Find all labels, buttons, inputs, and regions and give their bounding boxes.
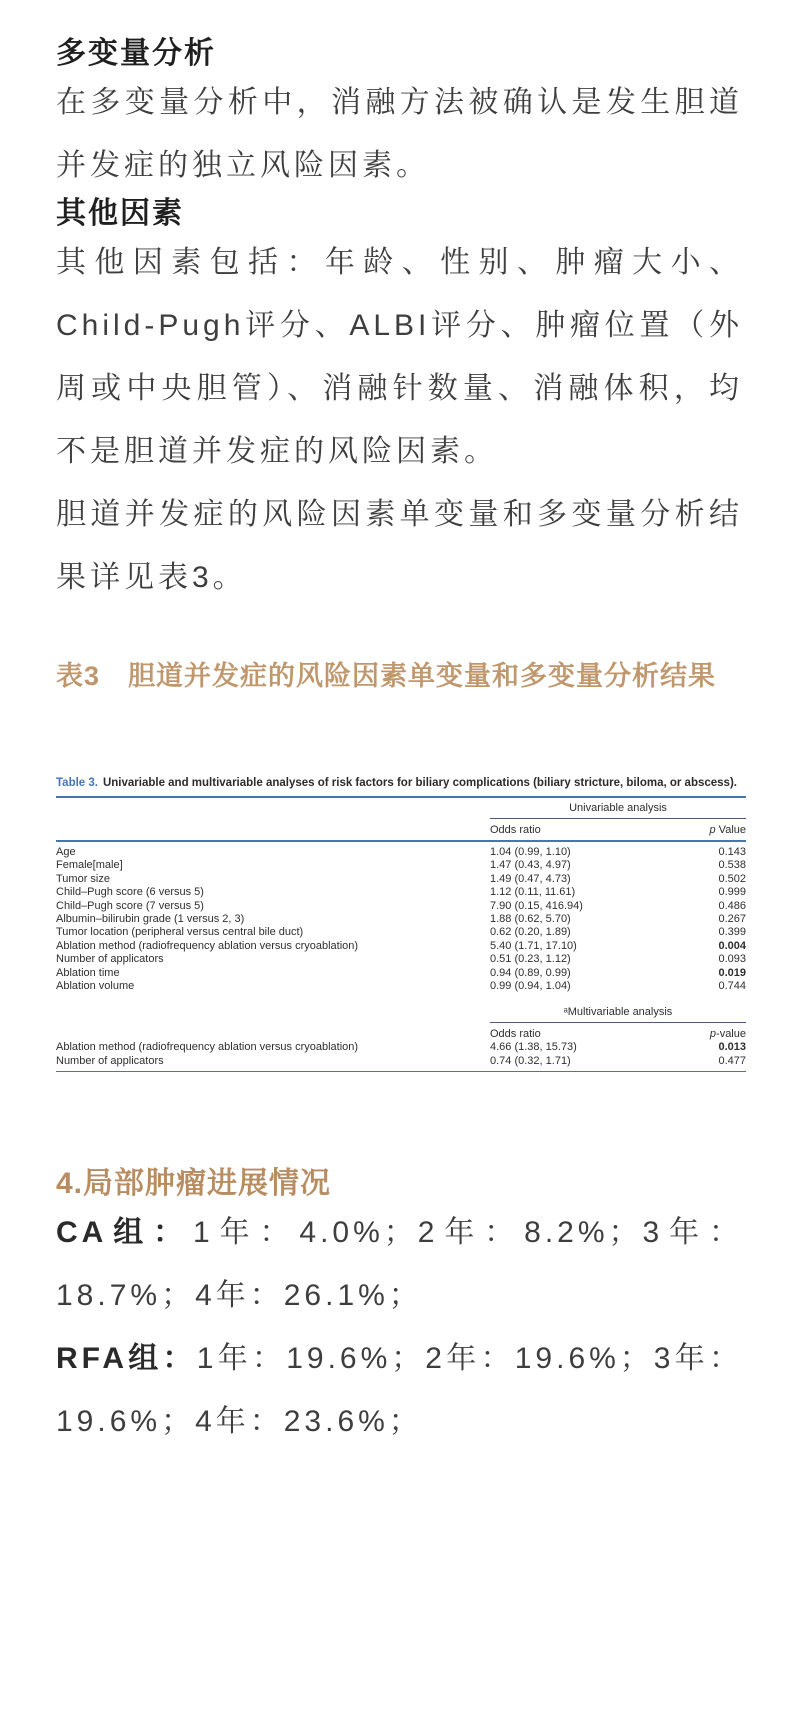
row-p: 0.486 bbox=[718, 899, 746, 912]
row-label: Child–Pugh score (7 versus 5) bbox=[56, 899, 204, 912]
row-odds: 4.66 (1.38, 15.73) bbox=[490, 1041, 577, 1054]
table-rule-bottom bbox=[56, 1071, 746, 1072]
row-p: 0.013 bbox=[718, 1041, 746, 1054]
table-row bbox=[56, 1055, 746, 1068]
row-p: 0.019 bbox=[718, 966, 746, 979]
row-p: 0.477 bbox=[718, 1054, 746, 1067]
row-p: 0.093 bbox=[718, 953, 746, 966]
table-row bbox=[56, 967, 746, 980]
table3-image[interactable] bbox=[56, 776, 746, 1072]
table-rule-header bbox=[56, 840, 746, 842]
row-label: Tumor size bbox=[56, 872, 110, 885]
row-label: Number of applicators bbox=[56, 953, 164, 966]
row-odds: 1.88 (0.62, 5.70) bbox=[490, 913, 571, 926]
p-italic: p bbox=[709, 1028, 717, 1041]
paragraph-table-intro: 胆道并发症的风险因素单变量和多变量分析结果详见表3。 bbox=[56, 498, 743, 594]
odds-ratio-header: Odds ratio bbox=[490, 1028, 541, 1041]
p-value-header bbox=[678, 1027, 746, 1041]
row-odds: 1.49 (0.47, 4.73) bbox=[490, 872, 571, 885]
table-caption-chinese: 表3 胆道并发症的风险因素单变量和多变量分析结果 bbox=[56, 661, 717, 691]
odds-ratio-header: Odds ratio bbox=[490, 824, 541, 836]
row-label: Ablation time bbox=[56, 966, 120, 979]
multivariable-spanner: ᵃMultivariable analysis bbox=[490, 1006, 746, 1023]
row-label: Ablation method (radiofrequency ablation versus cryoablation) bbox=[56, 1041, 359, 1054]
section-gap bbox=[56, 993, 746, 1002]
row-odds: 1.47 (0.43, 4.97) bbox=[490, 859, 571, 872]
row-p: 0.538 bbox=[718, 859, 746, 872]
p-rest: -value bbox=[716, 1028, 746, 1041]
row-p: 0.267 bbox=[718, 913, 746, 926]
row-p: 0.744 bbox=[718, 980, 746, 993]
row-label: Tumor location (peripheral versus central bile duct) bbox=[56, 926, 304, 939]
table3-title-label: Table 3. bbox=[56, 777, 98, 789]
table-row bbox=[56, 940, 746, 953]
table3-title bbox=[56, 776, 746, 790]
row-odds: 0.51 (0.23, 1.12) bbox=[490, 953, 571, 966]
table-row bbox=[56, 926, 746, 939]
row-odds: 7.90 (0.15, 416.94) bbox=[490, 899, 583, 912]
table-row bbox=[56, 873, 746, 886]
paragraph-other-factors: 其他因素包括：年龄、性别、肿瘤大小、Child-Pugh评分、ALBI评分、肿瘤位置（外周或中央胆管）、消融针数量、消融体积，均不是胆道并发症的风险因素。 bbox=[56, 246, 743, 468]
row-p: 0.502 bbox=[718, 872, 746, 885]
rfa-group-label: RFA组： bbox=[56, 1342, 197, 1375]
univariable-spanner-row bbox=[56, 802, 746, 819]
ca-group-label: CA组： bbox=[56, 1216, 194, 1249]
heading-other-factors: 其他因素 bbox=[56, 197, 184, 230]
p-italic: p bbox=[709, 824, 716, 836]
row-odds: 1.12 (0.11, 11.61) bbox=[490, 886, 576, 899]
row-label: Number of applicators bbox=[56, 1054, 164, 1067]
row-odds: 0.74 (0.32, 1.71) bbox=[490, 1054, 571, 1067]
row-label: Ablation volume bbox=[56, 980, 135, 993]
multivariable-spanner-row bbox=[56, 1006, 746, 1023]
row-label: Female[male] bbox=[56, 859, 123, 872]
row-label: Child–Pugh score (6 versus 5) bbox=[56, 886, 204, 899]
p-rest: Value bbox=[715, 824, 746, 836]
row-label: Age bbox=[56, 846, 76, 858]
table-row bbox=[56, 913, 746, 926]
row-p: 0.004 bbox=[718, 939, 746, 952]
row-odds: 0.62 (0.20, 1.89) bbox=[490, 926, 571, 939]
table-rule-top bbox=[56, 796, 746, 798]
univariable-spanner: Univariable analysis bbox=[490, 802, 746, 819]
rfa-group-values: 1年：19.6%；2年：19.6%；3年：19.6%；4年：23.6%； bbox=[56, 1342, 744, 1438]
row-label: Albumin–bilirubin grade (1 versus 2, 3) bbox=[56, 913, 245, 926]
table-row bbox=[56, 859, 746, 872]
paragraph-multivariate: 在多变量分析中，消融方法被确认是发生胆道并发症的独立风险因素。 bbox=[56, 86, 743, 182]
table-row bbox=[56, 953, 746, 966]
paragraph-ca-group bbox=[56, 1201, 743, 1327]
table-row bbox=[56, 900, 746, 913]
heading-multivariate-analysis: 多变量分析 bbox=[56, 37, 216, 70]
table-row bbox=[56, 846, 746, 859]
ca-group-values: 1年：4.0%；2年：8.2%；3年：18.7%；4年：26.1%； bbox=[56, 1216, 743, 1312]
row-odds: 0.99 (0.94, 1.04) bbox=[490, 980, 571, 993]
row-odds: 1.04 (0.99, 1.10) bbox=[490, 846, 571, 858]
row-p: 0.143 bbox=[718, 846, 746, 858]
heading-local-tumor-progression: 4.局部肿瘤进展情况 bbox=[56, 1167, 332, 1200]
row-odds: 5.40 (1.71, 17.10) bbox=[490, 939, 577, 952]
row-p: 0.399 bbox=[718, 926, 746, 939]
row-odds: 0.94 (0.89, 0.99) bbox=[490, 966, 571, 979]
multivariable-header-row bbox=[56, 1027, 746, 1041]
p-value-header bbox=[678, 823, 746, 837]
table-row bbox=[56, 886, 746, 899]
table-row bbox=[56, 980, 746, 993]
table-row bbox=[56, 1041, 746, 1054]
table3-title-text: Univariable and multivariable analyses of risk factors for biliary complications (biliary stricture, biloma, or abscess). bbox=[102, 777, 737, 789]
row-label: Ablation method (radiofrequency ablation versus cryoablation) bbox=[56, 939, 359, 952]
row-p: 0.999 bbox=[718, 886, 746, 899]
univariable-header-row bbox=[56, 823, 746, 837]
paragraph-rfa-group bbox=[56, 1327, 743, 1453]
